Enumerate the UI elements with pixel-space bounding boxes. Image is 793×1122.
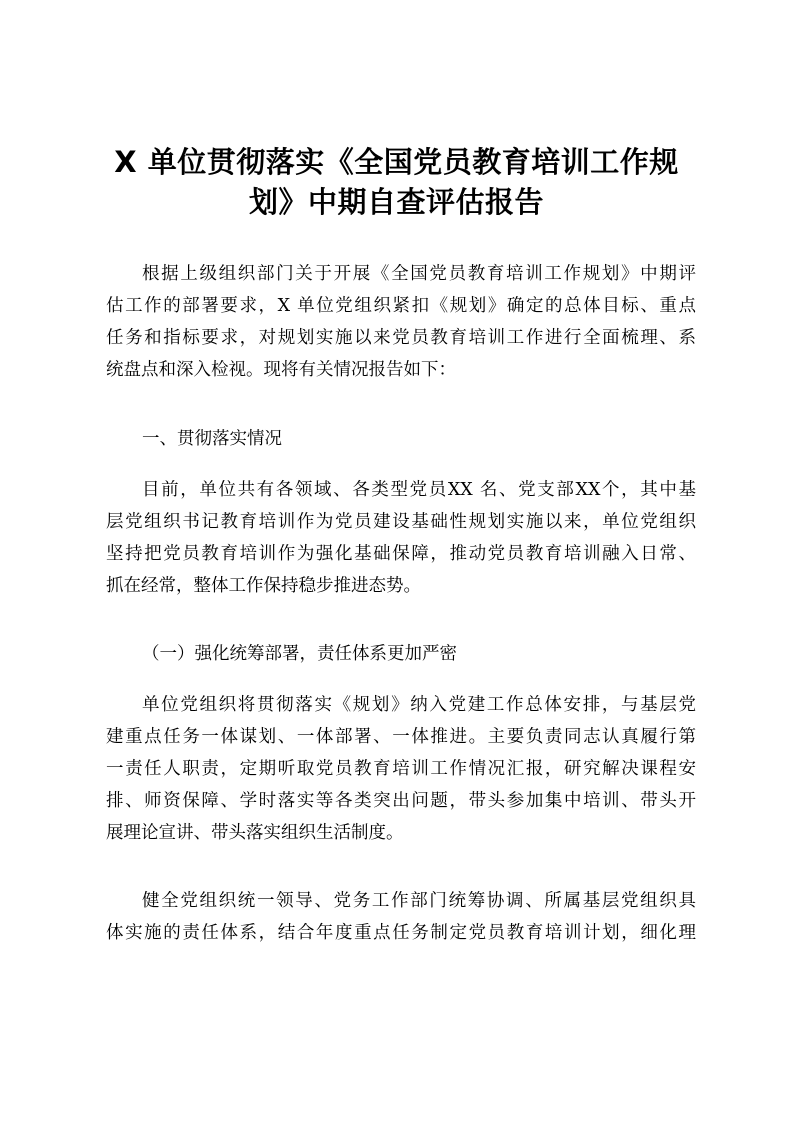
paragraph-line: 体实施的责任体系，结合年度重点任务制定党员教育培训计划，细化理	[106, 923, 696, 943]
paragraph-status	[106, 474, 696, 602]
title-line: 划》中期自查评估报告	[248, 185, 544, 219]
paragraph-line: 展理论宣讲、带头落实组织生活制度。	[106, 823, 404, 843]
heading-line: （一）强化统筹部署，责任体系更加严密	[142, 644, 457, 664]
paragraph-line: 健全党组织统一领导、党务工作部门统筹协调、所属基层党组织具	[142, 891, 696, 911]
title-line: X 单位贯彻落实《全国党员教育培训工作规	[114, 145, 679, 179]
paragraph-line: 估工作的部署要求，X 单位党组织紧扣《规划》确定的总体目标、重点	[106, 296, 696, 316]
paragraph-line: 排、师资保障、学时落实等各类突出问题，带头参加集中培训、带头开	[106, 791, 696, 811]
section-heading-1	[106, 423, 696, 455]
paragraph-line: 根据上级组织部门关于开展《全国党员教育培训工作规划》中期评	[142, 264, 696, 284]
paragraph-line: 目前，单位共有各领域、各类型党员XX 名、党支部XX个，其中基	[142, 480, 696, 500]
paragraph-line: 建重点任务一体谋划、一体部署、一体推进。主要负责同志认真履行第	[106, 727, 696, 747]
paragraph-responsibility	[106, 885, 696, 949]
paragraph-line: 任务和指标要求，对规划实施以来党员教育培训工作进行全面梳理、系	[106, 328, 696, 348]
paragraph-line: 层党组织书记教育培训作为党员建设基础性规划实施以来，单位党组织	[106, 512, 696, 532]
paragraph-line: 统盘点和深入检视。现将有关情况报告如下：	[106, 360, 456, 380]
paragraph-deployment	[106, 689, 696, 849]
document-title	[100, 142, 693, 222]
paragraph-line: 单位党组织将贯彻落实《规划》纳入党建工作总体安排，与基层党	[142, 695, 696, 715]
paragraph-line: 坚持把党员教育培训作为强化基础保障，推动党员教育培训融入日常、	[106, 544, 696, 564]
subsection-heading-1	[106, 638, 696, 670]
paragraph-line: 抓在经常，整体工作保持稳步推进态势。	[106, 576, 421, 596]
paragraph-line: 一责任人职责，定期听取党员教育培训工作情况汇报，研究解决课程安	[106, 759, 696, 779]
heading-line: 一、贯彻落实情况	[142, 429, 282, 449]
paragraph-intro	[106, 258, 696, 386]
